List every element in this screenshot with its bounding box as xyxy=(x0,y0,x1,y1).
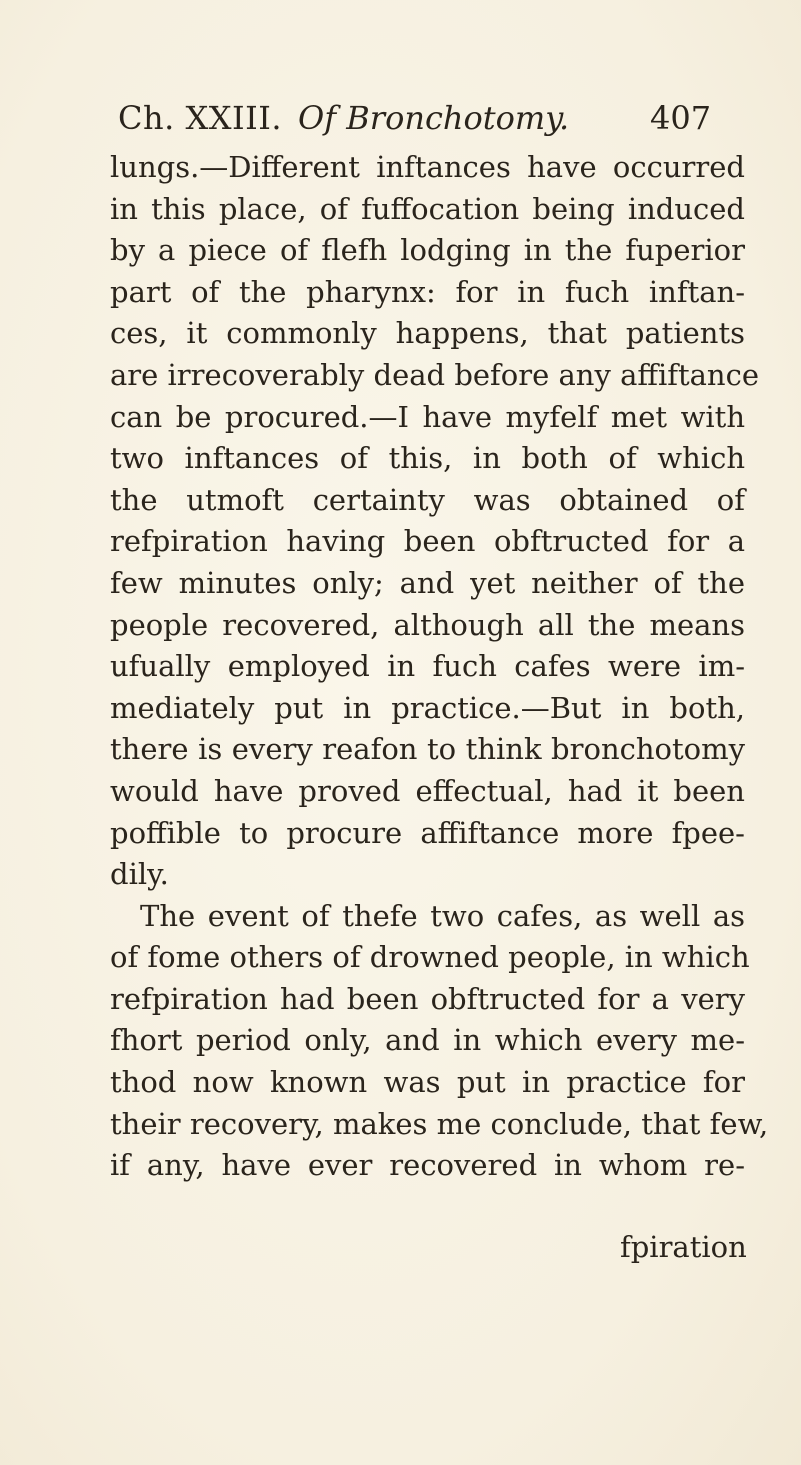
text-line: poffible to procure affiftance more fpee- xyxy=(110,815,745,850)
text-line: their recovery, makes me conclude, that few, xyxy=(110,1106,769,1141)
text-line: ufually employed in fuch cafes were im- xyxy=(110,649,745,684)
text-line: in this place, of fuffocation being induced xyxy=(110,191,745,226)
text-line: fhort period only, and in which every me- xyxy=(110,1023,745,1058)
text-line: by a piece of flefh lodging in the fuperior xyxy=(110,233,745,268)
text-line: are irrecoverably dead before any affiftance xyxy=(110,357,759,392)
page-number: 407 xyxy=(650,99,712,137)
catchword: fpiration xyxy=(620,1230,747,1264)
text-line: lungs.—Different inftances have occurred xyxy=(110,150,745,184)
text-line: if any, have ever recovered in whom re- xyxy=(110,1148,745,1183)
chapter-number: Ch. XXIII. xyxy=(118,99,283,137)
text-line: there is every reafon to think bronchotomy xyxy=(110,732,745,767)
paragraph-start-line: The event of thefe two cafes, as well as xyxy=(140,898,745,933)
text-line: two inftances of this, in both of which xyxy=(110,441,745,476)
text-line: the utmoft certainty was obtained of xyxy=(110,482,745,517)
text-line: can be procured.—I have myfelf met with xyxy=(110,399,745,434)
text-line: ces, it commonly happens, that patients xyxy=(110,316,745,351)
text-line: people recovered, although all the means xyxy=(110,607,745,642)
text-line: of fome others of drowned people, in which xyxy=(110,940,750,975)
text-line: refpiration having been obftructed for a xyxy=(110,524,745,559)
text-line: part of the pharynx: for in fuch inftan- xyxy=(110,274,745,309)
text-line: refpiration had been obftructed for a very xyxy=(110,981,745,1016)
section-title: Of Bronchotomy. xyxy=(298,99,570,137)
text-line: would have proved effectual, had it been xyxy=(110,773,745,808)
text-line: dily. xyxy=(110,857,169,892)
text-line: thod now known was put in practice for xyxy=(110,1065,745,1100)
text-line: few minutes only; and yet neither of the xyxy=(110,565,745,600)
running-head xyxy=(118,93,718,143)
body-text xyxy=(110,147,769,1187)
text-line: mediately put in practice.—But in both, xyxy=(110,690,745,725)
